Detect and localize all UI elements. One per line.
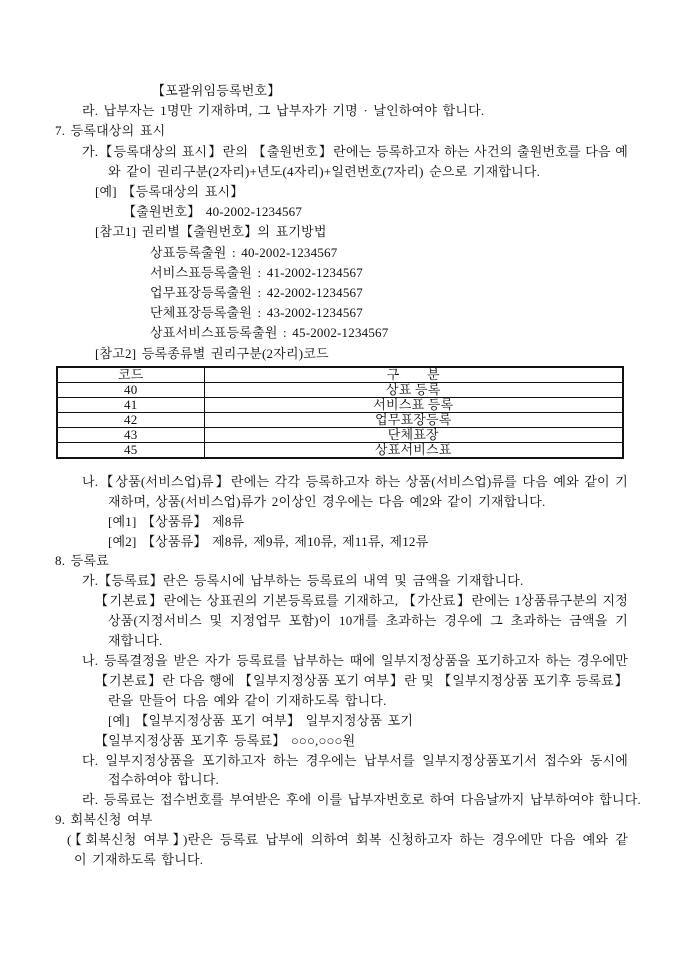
registration-target-section <box>0 0 680 364</box>
text-line: [예] 【등록대상의 표시】 <box>95 184 244 200</box>
text-line: 와 같이 권리구분(2자리)+년도(4자리)+일련번호(7자리) 순으로 기재합니다. <box>108 163 541 179</box>
text-line: 다. 일부지정상품을 포기하고자 하는 경우에는 납부서를 일부지정상품포기서 접수와 동시에 <box>82 752 628 768</box>
text-line: 【출원번호】 40-2002-1234567 <box>123 204 303 220</box>
code-table-header-cell: 구 분 <box>204 367 623 383</box>
text-line: 【포괄위임등록번호】 <box>152 83 281 98</box>
text-line: 이 기재하도록 합니다. <box>74 852 204 868</box>
text-line: 상표서비스표등록출원 : 45-2002-1234567 <box>150 325 389 341</box>
code-cell: 42 <box>57 412 204 427</box>
text-line: 접수하여야 합니다. <box>108 772 219 788</box>
text-line: [참고2] 등록종류별 권리구분(2자리)코드 <box>95 345 329 361</box>
text-line: [예1] 【상품류】 제8류 <box>108 513 245 529</box>
code-table-row <box>57 397 623 412</box>
text-line: 나.【상품(서비스업)류】란에는 각각 등록하고자 하는 상품(서비스업)류를 다음 예와 같이 기 <box>82 473 628 489</box>
text-line: 9. 회복신청 여부 <box>55 812 153 828</box>
code-table-row <box>57 442 623 458</box>
code-table-header-cell: 코드 <box>57 367 204 383</box>
text-line: 8. 등록료 <box>55 553 109 569</box>
text-line: 라. 등록료는 접수번호를 부여받은 후에 이를 납부자번호로 하여 다음날까지 납부하여야 합니다. <box>82 792 641 808</box>
text-line: 상품(지정서비스 및 지정업무 포함)이 10개를 초과하는 경우에 그 초과하는 금액을 기 <box>108 613 628 629</box>
text-line: 【기본료】란에는 상표권의 기본등록료를 기재하고, 【가산료】란에는 1상품류구분의 지정 <box>95 593 628 609</box>
text-line: 가.【등록료】란은 등록시에 납부하는 등록료의 내역 및 금액을 기재합니다. <box>82 573 524 589</box>
code-cell: 41 <box>57 397 204 412</box>
registration-fee-section <box>0 472 680 870</box>
text-line: [예] 【일부지정상품 포기 여부】 일부지정상품 포기 <box>108 712 414 728</box>
text-line: [예2] 【상품류】 제8류, 제9류, 제10류, 제11류, 제12류 <box>108 533 429 549</box>
text-line: 【기본료】란 다음 행에 【일부지정상품 포기 여부】란 및 【일부지정상품 포기후 등록료】 <box>95 672 628 688</box>
kind-cell: 서비스표 등록 <box>204 397 623 412</box>
text-line: 단체표장등록출원 : 43-2002-1234567 <box>150 305 363 321</box>
text-line: 업무표장등록출원 : 42-2002-1234567 <box>150 285 363 301</box>
code-table-row <box>57 382 623 397</box>
text-line: 라. 납부자는 1명만 기재하며, 그 납부자가 기명 · 날인하여야 합니다. <box>82 103 485 119</box>
text-line: 상표등록출원 : 40-2002-1234567 <box>150 244 338 260</box>
text-line: 서비스표등록출원 : 41-2002-1234567 <box>150 264 363 280</box>
text-line: (【회복신청 여부】)란은 등록료 납부에 의하여 회복 신청하고자 하는 경우에만 다음 예와 같 <box>67 832 628 848</box>
code-table-row <box>57 412 623 427</box>
code-cell: 45 <box>57 442 204 458</box>
text-line: 재합니다. <box>108 633 163 649</box>
text-line: 가.【등록대상의 표시】란의 【출원번호】란에는 등록하고자 하는 사건의 출원번호를 다음 예 <box>82 143 628 159</box>
code-table-header-row <box>57 367 623 383</box>
text-line: 재하며, 상품(서비스업)류가 2이상인 경우에는 다음 예2와 같이 기재합니다. <box>108 493 546 509</box>
kind-cell: 업무표장등록 <box>204 412 623 427</box>
kind-cell: 단체표장 <box>204 427 623 442</box>
text-line: 【일부지정상품 포기후 등록료】 ○○○,○○○원 <box>95 732 356 748</box>
code-table-row <box>57 427 623 442</box>
right-category-code-table <box>56 366 624 459</box>
kind-cell: 상표 등록 <box>204 382 623 397</box>
text-line: 란을 만들어 다음 예와 같이 기재하도록 합니다. <box>108 692 387 708</box>
code-cell: 43 <box>57 427 204 442</box>
text-line: 7. 등록대상의 표시 <box>55 123 166 139</box>
code-cell: 40 <box>57 382 204 397</box>
kind-cell: 상표서비스표 <box>204 442 623 458</box>
text-line: 나. 등록결정을 받은 자가 등록료를 납부하는 때에 일부지정상품을 포기하고자 하는 경우에만 <box>82 653 628 668</box>
text-line: [참고1] 권리별【출원번호】의 표기방법 <box>95 224 327 240</box>
